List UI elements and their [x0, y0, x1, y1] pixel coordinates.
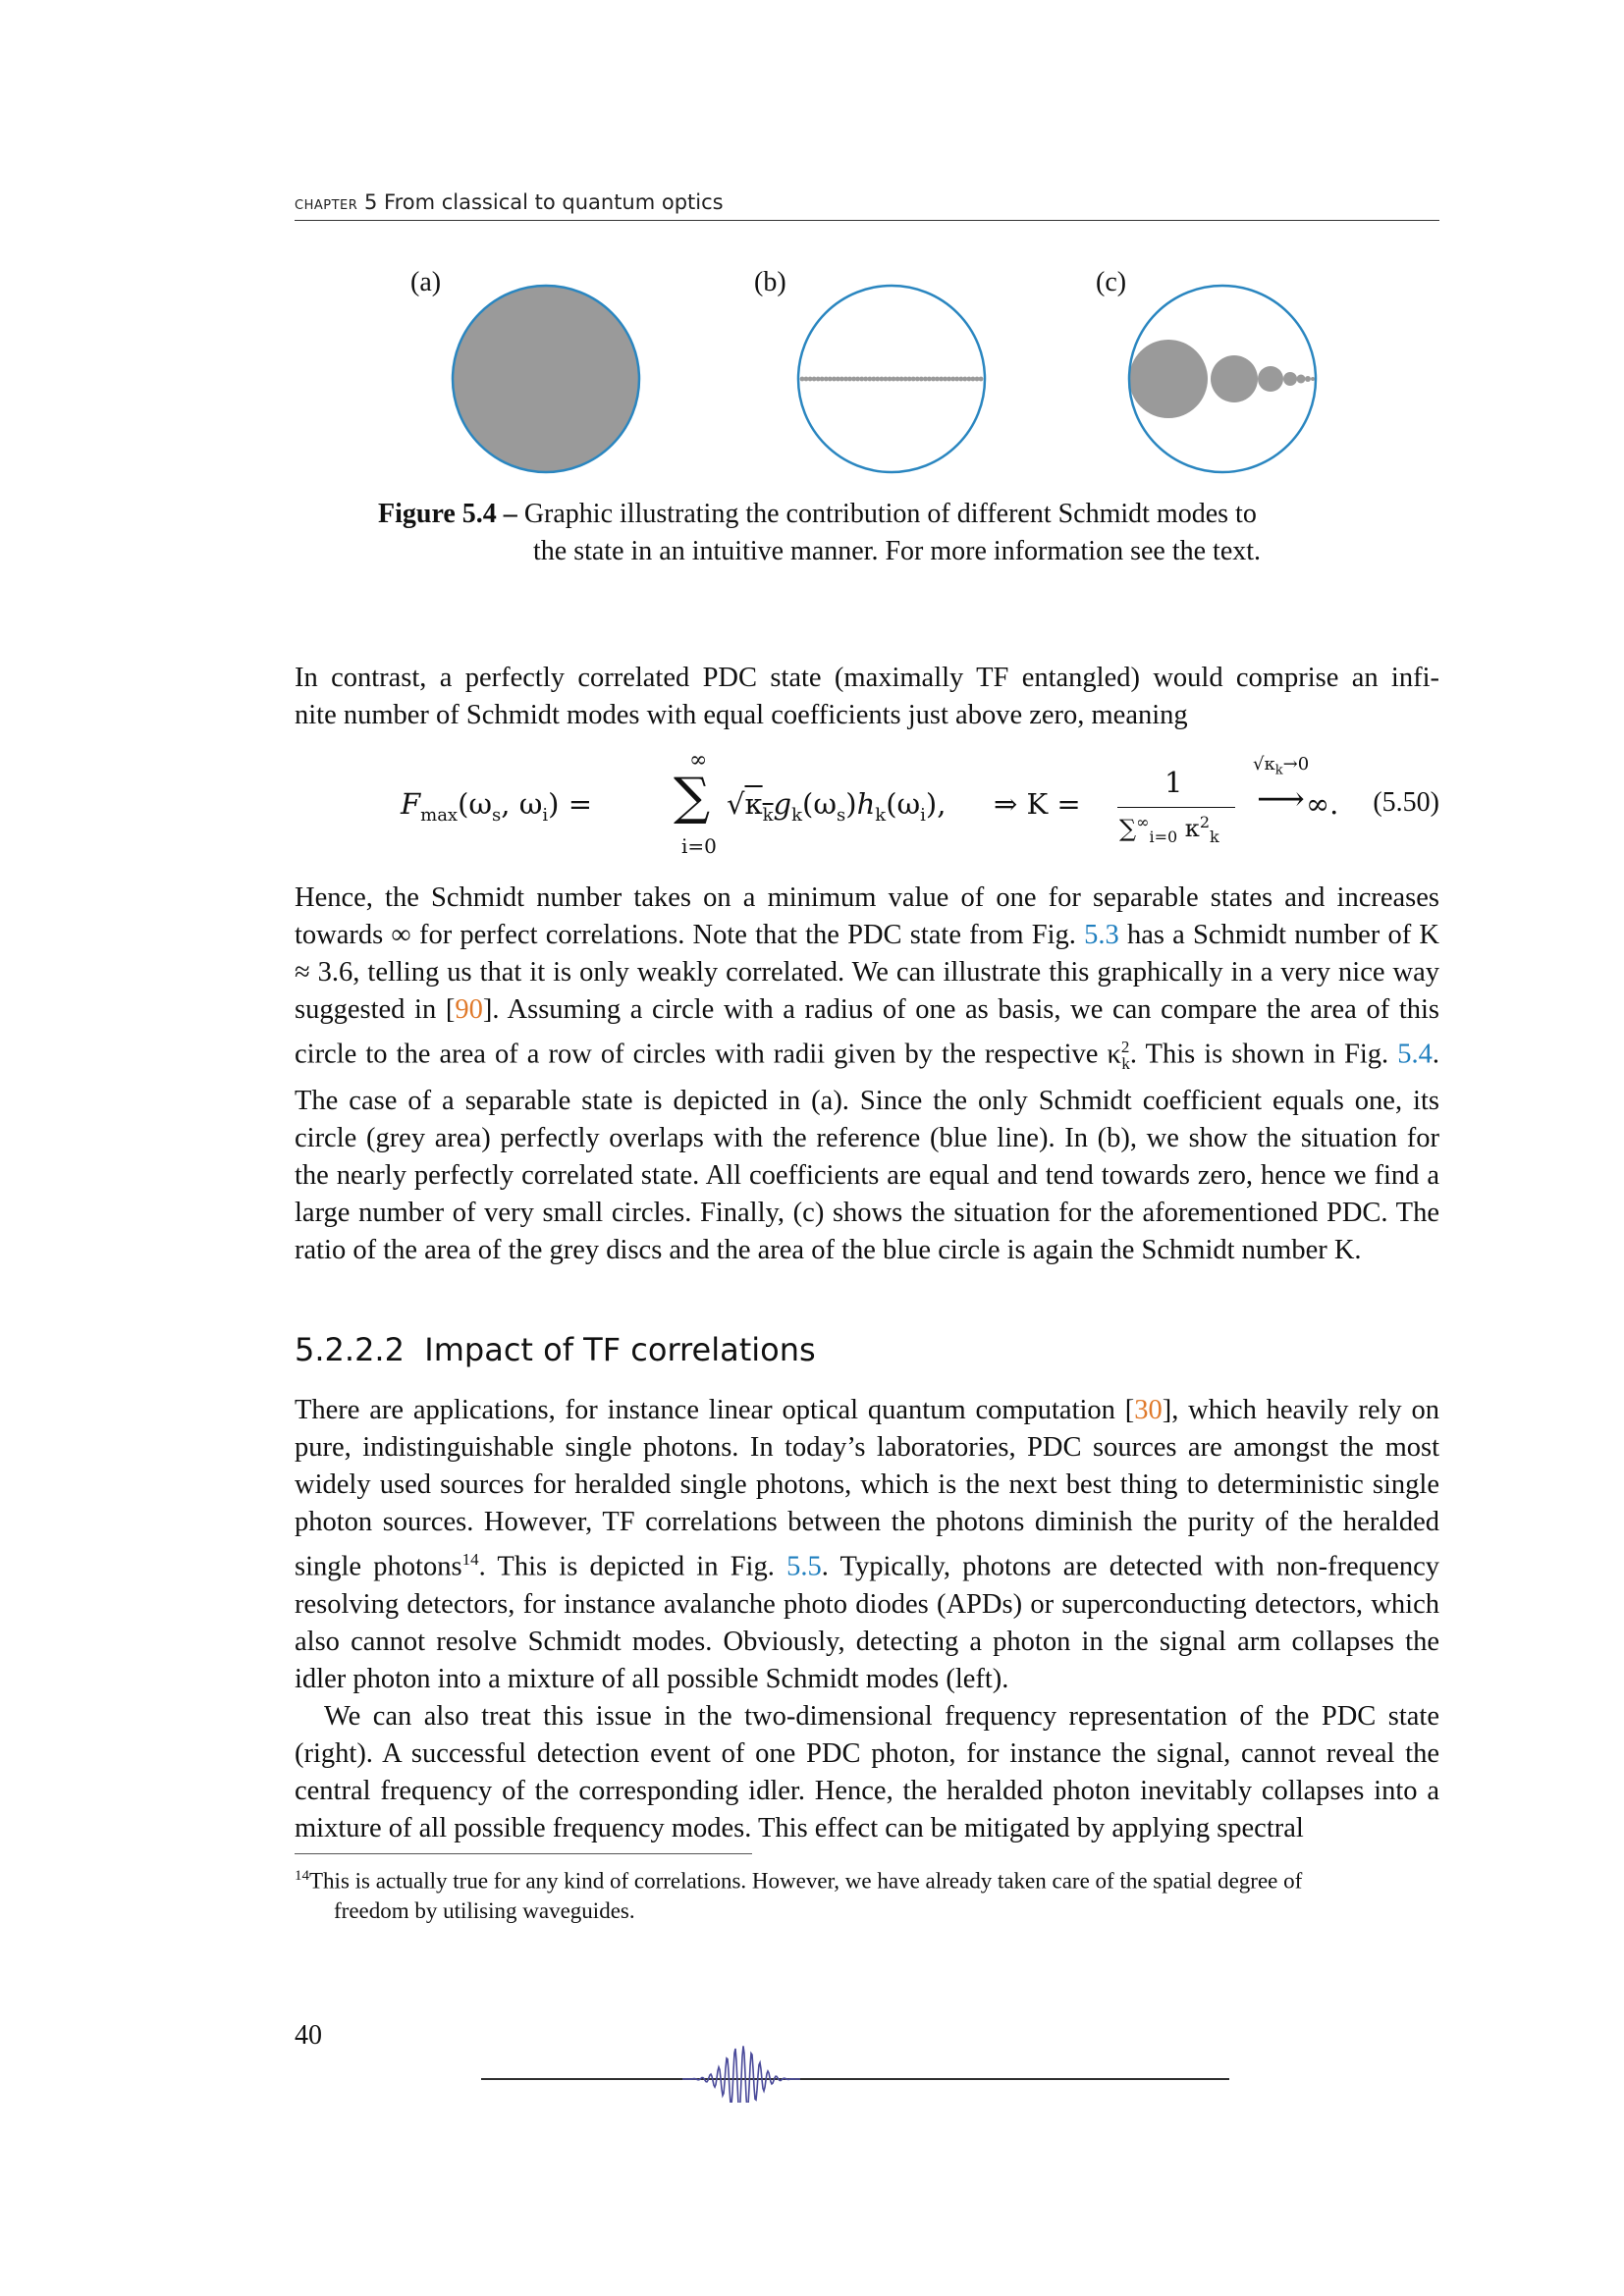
paragraph-2-text-4: . This is shown in Fig. [1129, 1039, 1398, 1070]
panel-b-mode-disc [839, 377, 844, 382]
schmidt-mode-diagram [295, 265, 1439, 491]
panel-c-mode-disc-7 [1311, 377, 1315, 381]
ref-citation-90[interactable]: 90 [455, 994, 483, 1025]
figure-caption [378, 496, 1360, 570]
panel-c-mode-disc-3 [1258, 366, 1283, 392]
paragraph-3-text-2: ], which heavily rely on pure, indistinguishable single photons. In today’s laboratories, PDC sources are amongst the most widely used sources for heralded single photons, which is the next best thing to deterministic single photon sources. However, TF correlations between the photons diminish the purity of the heralded single photons [295, 1395, 1439, 1582]
panel-b-mode-disc [899, 377, 904, 382]
paragraph-1 [295, 660, 1439, 734]
panel-b-mode-disc [884, 377, 889, 382]
panel-b-mode-disc [971, 377, 976, 382]
footnote-mark-14[interactable]: 14 [461, 1550, 479, 1569]
ref-fig-5-4[interactable]: 5.4 [1397, 1039, 1433, 1070]
page-number: 40 [295, 2020, 322, 2051]
chapter-title: From classical to quantum optics [384, 190, 724, 214]
panel-b-mode-disc [979, 377, 984, 382]
panel-c-mode-disc-1 [1129, 340, 1208, 418]
panel-b-mode-discs [800, 377, 984, 382]
ref-fig-5-5[interactable]: 5.5 [786, 1551, 822, 1582]
footnote-line-1: This is actually true for any kind of correlations. However, we have already taken care of the spatial degree of [309, 1868, 1303, 1894]
footnote-line-2: freedom by utilising waveguides. [334, 1897, 635, 1923]
panel-b-mode-disc [847, 377, 852, 382]
chapter-number: 5 [363, 190, 378, 214]
eq-fraction-bar [1117, 807, 1235, 808]
caption-label: Figure 5.4 – [378, 499, 517, 529]
eq-fraction-denominator: $\sum^\infty_{i=0}$ $\kappa^2_k$ [1119, 813, 1219, 846]
ref-citation-30[interactable]: 30 [1134, 1395, 1163, 1425]
panel-b-label: (b) [754, 267, 786, 297]
paragraph-3-text-1: There are applications, for instance linear optical quantum computation [ [295, 1395, 1135, 1425]
panel-b-mode-disc [911, 377, 916, 382]
paragraph-2-text-3: ]. Assuming a circle with a radius of one as basis, we can compare the area of this circle to the area of a row of circles with radii given by the respective κ [295, 994, 1440, 1070]
panel-c-label: (c) [1096, 267, 1127, 297]
panel-b-mode-disc [812, 377, 817, 382]
paragraph-1-line-1: In contrast, a perfectly correlated PDC state (maximally TF entangled) would comprise an infi- [295, 663, 1439, 693]
eq-fraction-numerator: 1 [1164, 766, 1183, 799]
panel-c-mode-disc-6 [1305, 376, 1311, 382]
panel-b-mode-disc [947, 377, 951, 382]
caption-line-2: the state in an intuitive manner. For more information see the text. [533, 536, 1262, 566]
caption-line-1: Graphic illustrating the contribution of different Schmidt modes to [523, 499, 1257, 529]
panel-b-mode-disc [954, 377, 959, 382]
panel-c-mode-disc-4 [1283, 372, 1297, 386]
section-number: 5.2.2.2 [295, 1331, 405, 1368]
panel-b-mode-disc [935, 377, 940, 382]
panel-b-mode-disc [892, 377, 896, 382]
panel-b-mode-disc [962, 377, 967, 382]
footer-wave-ornament-icon [481, 2014, 1237, 2103]
equation-5-50 [295, 748, 1439, 866]
paragraph-2-text-2: has a Schmidt number of K ≈ 3.6, telling us that it is only weakly correlated. We can illustrate this graphically in a very nice way suggested in [ [295, 920, 1439, 1025]
paragraph-1-line-2: nite number of Schmidt modes with equal coefficients just above zero, meaning [295, 700, 1188, 730]
eq-result: ∞. [1306, 787, 1339, 821]
footnote-rule [295, 1853, 752, 1854]
eq-sum-terms: $√\kappa_kg_k(\omega_s)h_k(\omega_i)$, [727, 787, 947, 826]
eq-arrow-label: $√\kappa_k\to 0$ [1253, 754, 1310, 778]
panel-b-mode-disc [919, 377, 924, 382]
footnote-14 [295, 1861, 1439, 1926]
eq-sum-symbol: ∑ [674, 768, 711, 827]
paragraph-3-text-3: . This is depicted in Fig. [478, 1551, 787, 1582]
eq-sum-upper: ∞ [689, 748, 708, 773]
paragraph-2-text-5: . The case of a separable state is depicted in (a). Since the only Schmidt coefficient equals one, its circle (grey area) perfectly overlaps with the reference (blue line). In (b), we show the situation for the nearly perfectly correlated state. All coefficients are equal and tend towards zero, hence we find a large number of very small circles. Finally, (c) shows the situation for the aforementioned PDC. The ratio of the area of the grey discs and the area of the blue circle is again the Schmidt number K. [295, 1039, 1439, 1266]
paragraph-2-text-1: Hence, the Schmidt number takes on a minimum value of one for separable states and increases towards ∞ for perfect correlations. Note that the PDC state from Fig. [295, 882, 1439, 950]
panel-b-mode-disc [804, 377, 809, 382]
chapter-word: chapter [295, 192, 358, 214]
paragraph-4: We can also treat this issue in the two-dimensional frequency representation of the PDC state (right). A successful detection event of one PDC photon, for instance the signal, cannot reveal the central frequency of the corresponding idler. Hence, the heralded photon inevitably collapses into a mixture of all possible frequency modes. This effect can be mitigated by applying spectral [295, 1700, 1439, 1843]
eq-sum-lower: i=0 [681, 834, 717, 858]
footnote-number: 14 [295, 1868, 309, 1884]
eq-long-arrow: ⟶ [1257, 779, 1305, 819]
panel-b-mode-disc [820, 377, 825, 382]
paragraph-3-text-4: . Typically, photons are detected with non-frequency resolving detectors, for instance avalanche photo diodes (APDs) or superconducting detectors, which also cannot resolve Schmidt modes. Obviously, detecting a photon in the signal arm collapses the idler photon into a mixture of all possible Schmidt modes (left). [295, 1551, 1439, 1694]
panel-b-mode-disc [875, 377, 880, 382]
paragraph-2: Hence, the Schmidt number takes on a minimum value of one for separable states and increases towards ∞ for perfect correlations. Note that the PDC state from Fig. 5.3 has a Schmidt number of K ≈ 3.6, telling us that it is only weakly correlated. We can illustrate this graphically in a very nice way suggested in [90]. Assuming a circle with a radius of one as basis, we can compare the area of this circle to the area of a row of circles with radii given by the respective $\kappa^2_k$. This is shown in Fig. 5.4. The case of a separable state is depicted in (a). Since the only Schmidt coefficient equals one, its circle (grey area) perfectly overlaps with the reference (blue line). In (b), we show the situation for the nearly perfectly correlated state. All coefficients are equal and tend towards zero, hence we find a large number of very small circles. Finally, (c) shows the situation for the aforementioned PDC. The ratio of the area of the grey discs and the area of the blue circle is again the Schmidt number K. [295, 882, 1440, 1266]
panel-b-mode-disc [855, 377, 860, 382]
section-title-text: Impact of TF correlations [424, 1331, 816, 1368]
panel-b-mode-disc [927, 377, 932, 382]
eq-lhs: $F_{max}(\omega_s$, $\omega_i$) = [401, 787, 592, 826]
panel-c-mode-disc-5 [1297, 375, 1306, 384]
panel-a-label: (a) [410, 267, 442, 297]
eq-implies: ⇒ K = [994, 787, 1081, 821]
panel-c-mode-disc-2 [1211, 355, 1258, 402]
running-head [295, 190, 1439, 221]
panel-b-mode-disc [828, 377, 833, 382]
equation-number: (5.50) [1373, 787, 1439, 818]
paragraph-3 [295, 1392, 1439, 1847]
ref-fig-5-3[interactable]: 5.3 [1084, 920, 1119, 950]
section-heading [295, 1331, 816, 1368]
panel-b-mode-disc [863, 377, 868, 382]
